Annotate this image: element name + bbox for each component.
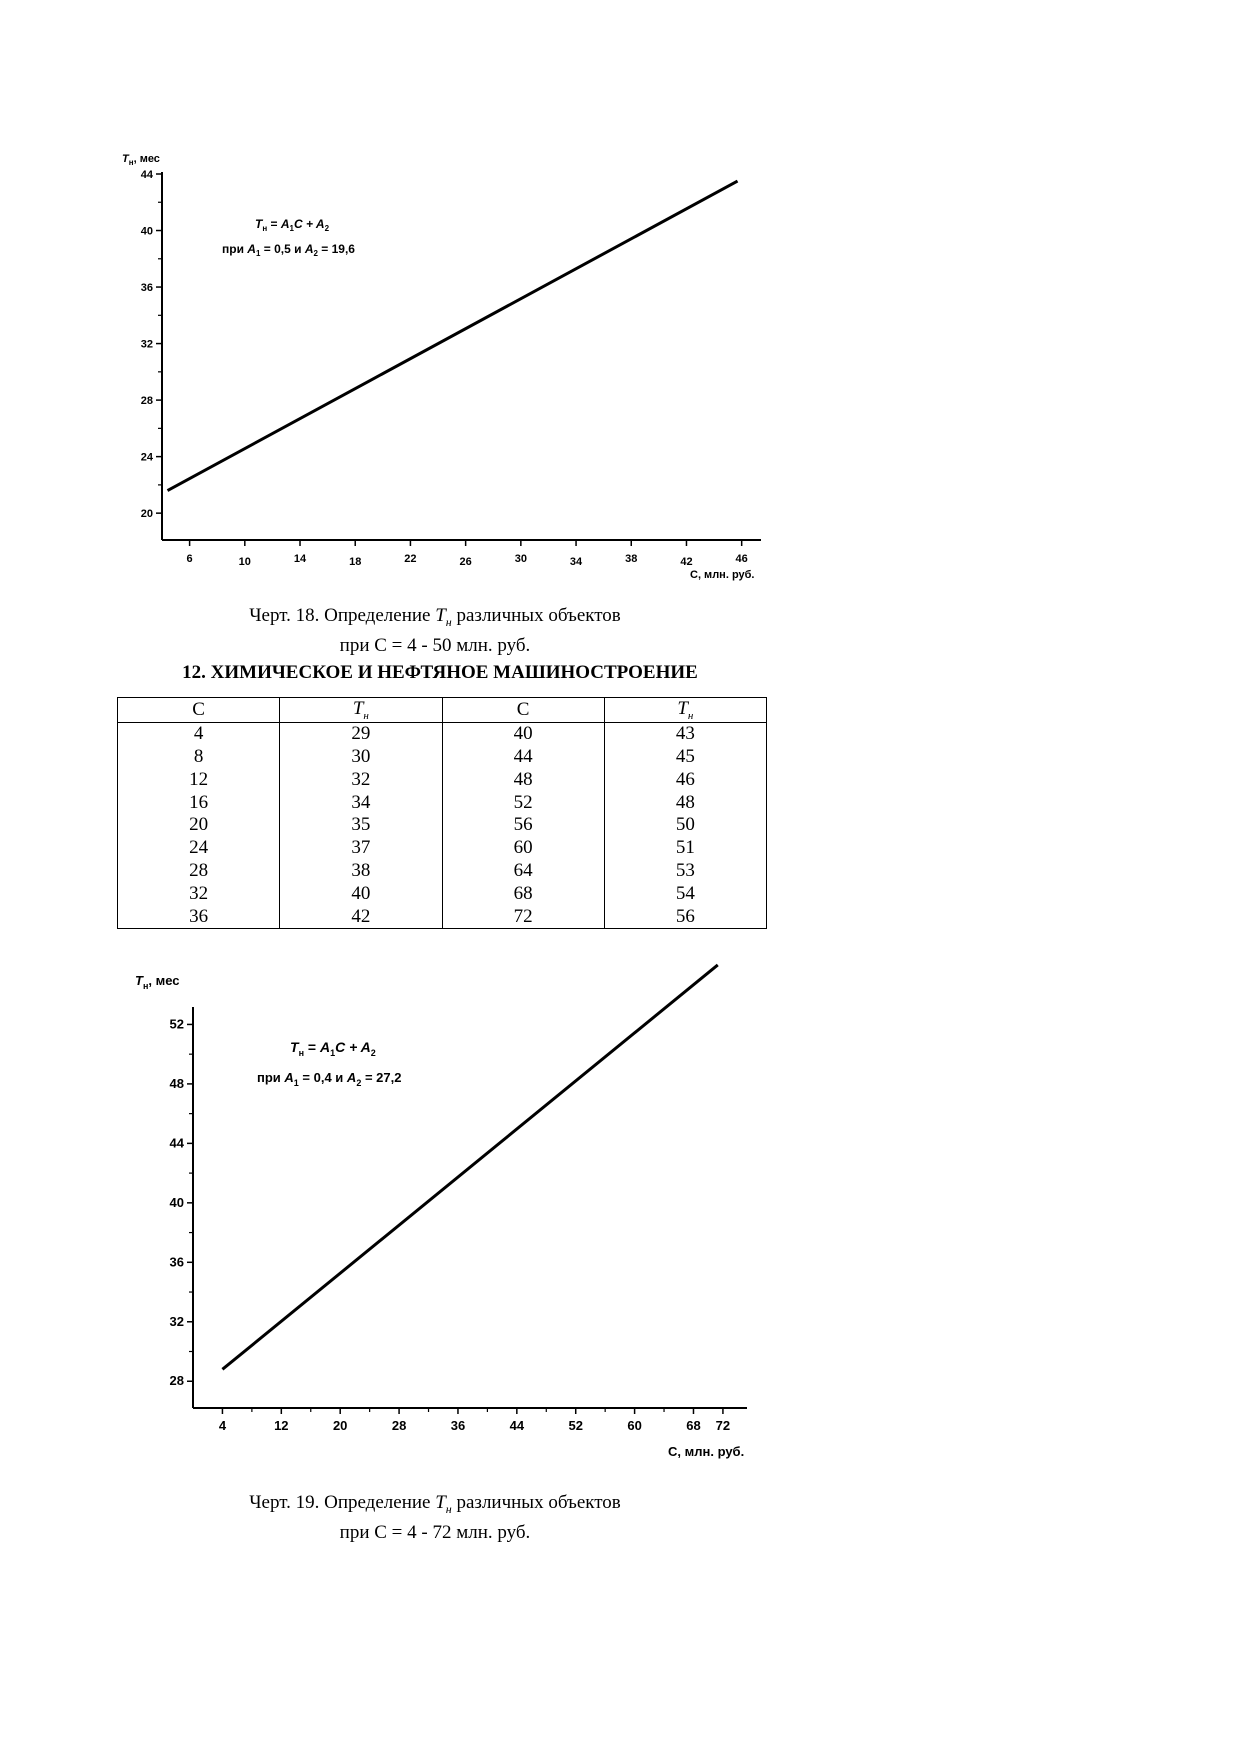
- x-tick-label: 36: [450, 1418, 466, 1433]
- table-cell: 43: [604, 722, 766, 745]
- x-tick-label: 68: [686, 1418, 701, 1433]
- table-row: [118, 860, 767, 883]
- table-cell: 20: [118, 814, 280, 837]
- table-row: [118, 722, 767, 745]
- table-cell: 12: [118, 768, 280, 791]
- x-tick-label: 10: [238, 556, 251, 568]
- table-cell: 64: [442, 860, 604, 883]
- table-cell: 32: [118, 882, 280, 905]
- section-title: 12. ХИМИЧЕСКОЕ И НЕФТЯНОЕ МАШИНОСТРОЕНИЕ: [182, 662, 698, 683]
- y-tick-label: 36: [140, 282, 153, 295]
- table-cell: 40: [442, 722, 604, 745]
- header-t-1: $T_н$: [280, 698, 442, 723]
- y-tick-label: 32: [169, 1313, 184, 1329]
- table-cell: 50: [604, 814, 766, 837]
- chart-18-x-ticks: [187, 540, 748, 568]
- table-cell: 29: [280, 722, 442, 745]
- x-tick-label: 72: [715, 1418, 731, 1433]
- chart-19-x-axis-label: С, млн. руб.: [668, 1444, 745, 1459]
- table-cell: 34: [280, 791, 442, 814]
- chart-18-axes: [162, 172, 761, 540]
- table-cell: 42: [280, 905, 442, 928]
- table-row: [118, 814, 767, 837]
- chart-18-formula: $T_н = A_1C + A_2$: [255, 217, 330, 233]
- table-cell: 53: [604, 860, 766, 883]
- table-cell: 54: [604, 882, 766, 905]
- y-tick-label: 40: [140, 225, 153, 238]
- caption-line-2: при С = 4 - 50 млн. руб.: [339, 634, 531, 656]
- chart-19-x-ticks: [219, 1408, 730, 1433]
- y-tick-label: 24: [140, 451, 153, 464]
- chart-18-x-axis-label: С, млн. руб.: [690, 569, 755, 581]
- chart-19-y-axis-label: $T_н$, мес: [135, 973, 180, 991]
- chart-19-axes: [193, 1007, 747, 1408]
- y-tick-label: 32: [140, 338, 153, 351]
- table-cell: 35: [280, 814, 442, 837]
- y-tick-label: 40: [169, 1194, 184, 1210]
- table-row: [118, 837, 767, 860]
- x-tick-label: 26: [459, 556, 472, 568]
- chart-18-y-axis-label: $T_н$, мес: [122, 153, 160, 167]
- table-cell: 30: [280, 746, 442, 769]
- chart-19: [0, 945, 800, 1485]
- table-cell: 60: [442, 837, 604, 860]
- table-cell: 32: [280, 768, 442, 791]
- x-tick-label: 12: [274, 1418, 289, 1433]
- table-row: [118, 882, 767, 905]
- caption-line-1: Черт. 18. Определение $T_н$ различных объектов: [249, 605, 621, 629]
- chart-18-series-line: [168, 181, 738, 490]
- header-c-1: С: [118, 698, 280, 723]
- chart-19-caption: [0, 1491, 870, 1544]
- chart-19-series-line: [222, 965, 717, 1369]
- data-table: [117, 697, 767, 929]
- x-tick-label: 4: [218, 1418, 227, 1433]
- table-header-row: [118, 698, 767, 723]
- chart-19-formula: $T_н = A_1C + A_2$: [290, 1039, 376, 1058]
- table-cell: 24: [118, 837, 280, 860]
- chart-19-y-ticks: [170, 1016, 193, 1388]
- table-row: [118, 768, 767, 791]
- y-tick-label: 28: [140, 395, 153, 408]
- x-tick-label: 38: [625, 553, 638, 565]
- table-cell: 28: [118, 860, 280, 883]
- table-row: [118, 791, 767, 814]
- chart-18-caption: [0, 604, 870, 657]
- table-cell: 48: [604, 791, 766, 814]
- table-cell: 37: [280, 837, 442, 860]
- table-cell: 16: [118, 791, 280, 814]
- table-cell: 38: [280, 860, 442, 883]
- table-cell: 40: [280, 882, 442, 905]
- header-c-2: С: [442, 698, 604, 723]
- x-tick-label: 60: [627, 1418, 642, 1433]
- y-tick-label: 20: [140, 508, 153, 521]
- y-tick-label: 36: [169, 1254, 184, 1270]
- x-tick-label: 44: [509, 1418, 525, 1433]
- x-tick-label: 46: [735, 553, 748, 565]
- table-cell: 51: [604, 837, 766, 860]
- x-tick-label: 6: [186, 553, 193, 565]
- table-cell: 52: [442, 791, 604, 814]
- table-cell: 45: [604, 746, 766, 769]
- y-tick-label: 44: [140, 169, 153, 181]
- x-tick-label: 52: [568, 1418, 583, 1433]
- y-tick-label: 48: [169, 1075, 184, 1091]
- table-cell: 44: [442, 746, 604, 769]
- table-cell: 4: [118, 722, 280, 745]
- x-tick-label: 42: [680, 556, 693, 568]
- x-tick-label: 14: [293, 553, 307, 565]
- caption-line-1: Черт. 19. Определение $T_н$ различных объектов: [249, 1492, 621, 1516]
- table-row: [118, 746, 767, 769]
- table-cell: 8: [118, 746, 280, 769]
- table-row: [118, 905, 767, 928]
- table-cell: 48: [442, 768, 604, 791]
- chart-18-y-ticks: [141, 169, 162, 520]
- x-tick-label: 28: [391, 1418, 407, 1433]
- chart-18: [0, 120, 800, 590]
- table-cell: 72: [442, 905, 604, 928]
- x-tick-label: 20: [332, 1418, 348, 1433]
- y-tick-label: 52: [169, 1016, 184, 1032]
- caption-line-2: при С = 4 - 72 млн. руб.: [339, 1521, 531, 1543]
- x-tick-label: 18: [349, 556, 362, 568]
- x-tick-label: 34: [569, 556, 583, 568]
- table-body: [118, 722, 767, 928]
- x-tick-label: 30: [514, 553, 527, 565]
- chart-18-params: при $A_1 = 0,5$ и $A_2 = 19,6$: [222, 242, 355, 258]
- y-tick-label: 44: [169, 1135, 184, 1151]
- table-cell: 56: [442, 814, 604, 837]
- table-cell: 68: [442, 882, 604, 905]
- x-tick-label: 22: [404, 553, 417, 565]
- header-t-2: $T_н$: [604, 698, 766, 723]
- table-cell: 36: [118, 905, 280, 928]
- chart-19-params: при $A_1 = 0,4$ и $A_2 = 27,2$: [257, 1070, 402, 1088]
- table-cell: 46: [604, 768, 766, 791]
- y-tick-label: 28: [169, 1373, 184, 1389]
- table-cell: 56: [604, 905, 766, 928]
